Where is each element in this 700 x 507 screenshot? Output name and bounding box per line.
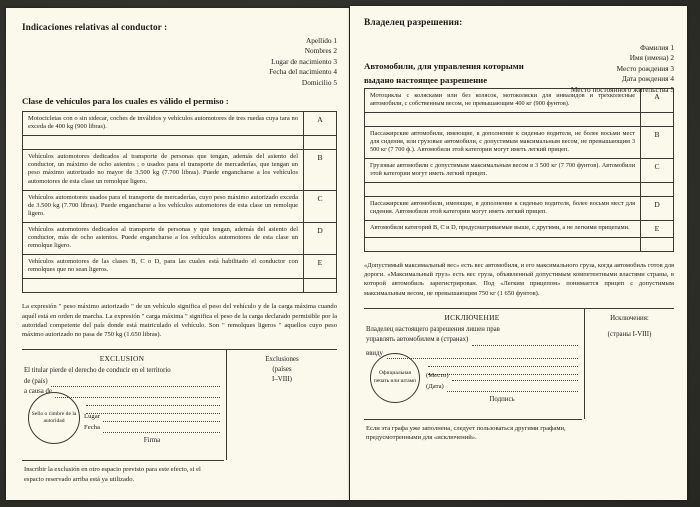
right-page-heading: Владелец разрешения: bbox=[364, 18, 463, 28]
field-domicilio: Domicilio 5 bbox=[301, 77, 337, 87]
class-e-text-ru: Автомобили категорий B, C и D, предусматриваемые выше, с другими, а не легкими прицепами. bbox=[365, 221, 641, 238]
right-page-header-block bbox=[364, 32, 674, 94]
field-imya: Имя (имена) 2 bbox=[629, 53, 674, 63]
exclusion-line1-es: El titular pierde el derecho de conducir en el territorio bbox=[24, 367, 171, 375]
field-fecha-nacimiento: Fecha del nacimiento 4 bbox=[269, 67, 337, 77]
field-lugar-nacimiento: Lugar de nacimiento 3 bbox=[271, 56, 337, 66]
left-page-note: La expresión " peso máximo autorizado " de un vehículo significa el peso del vehículo y de la carga máxima cuando aquél está en orden de marcha. La expresión " carga máxima " significa el peso de la carga declarado permisible por la autoridad competente del país donde está matriculado el vehículo. Son " remolques ligeros " aquellos cuyo peso máximo autorizado no pasa de 750 kg (1.650 libras). bbox=[22, 303, 337, 338]
field-nombres: Nombres 2 bbox=[304, 46, 337, 56]
field-familiya: Фамилия 1 bbox=[640, 43, 674, 52]
table-spacer-row bbox=[23, 136, 337, 150]
class-d-text-ru: Пассажирские автомобили, имеющие, в дополнение к сиденью водителя, более восьми мест для сидения. Автомобили этой категории могут иметь легкий прицеп. bbox=[365, 197, 641, 221]
exclusion-footer-es: Inscribir la exclusión en otro espacio previsto para este efecto, si el espacio reservado arriba está ya utilizado. bbox=[22, 460, 224, 484]
exclusion-blank-line-1[interactable] bbox=[86, 405, 220, 406]
place-row bbox=[84, 411, 220, 422]
exclusions-countries-column-ru bbox=[585, 309, 674, 419]
date-row-ru bbox=[426, 381, 578, 392]
exclusion-footer-ru: Если эта графа уже заполнена, следует пользоваться другими графами, предусмотренными для «исключений». bbox=[364, 419, 582, 443]
class-a-letter-ru: A bbox=[641, 89, 674, 113]
spacer-cell-letter bbox=[641, 113, 674, 127]
class-e-letter: E bbox=[304, 255, 337, 279]
exclusion-countries-label-ru: управлять автомобилем в (странах) bbox=[366, 336, 469, 344]
table-spacer-row bbox=[365, 113, 674, 127]
table-row bbox=[23, 112, 337, 136]
right-page-note: «Допустимый максимальный вес» есть вес автомобиля, и его максимального груза, когда автомобиль готов для дороги. «Максимальный груз» есть вес груза, объявленный допустимым компетентными властями страны, в которой автомобиль зарегистрирован. Под «Легким прицепом» понимается прицеп с допустимым максимальным весом, не превышающим 750 кг (1 650 фунтов). bbox=[364, 262, 674, 297]
exclusion-countries-input-ru[interactable] bbox=[472, 337, 578, 346]
class-c-letter-ru: C bbox=[641, 159, 674, 183]
place-row-ru bbox=[426, 370, 578, 381]
exclusion-cause-label: a causa de bbox=[24, 388, 52, 396]
left-page-field-list bbox=[22, 36, 337, 88]
exclusion-line1-ru: Владелец настоящего разрешения лишен прав bbox=[366, 325, 500, 333]
spacer-cell bbox=[365, 113, 641, 127]
vehicle-class-table-es bbox=[22, 111, 337, 293]
spacer-cell-letter bbox=[304, 279, 337, 293]
table-spacer-row bbox=[365, 238, 674, 252]
field-apellido: Apellido 1 bbox=[305, 36, 337, 45]
signature-area-ru bbox=[426, 370, 578, 405]
right-page bbox=[350, 6, 687, 500]
class-d-letter: D bbox=[304, 222, 337, 254]
exclusion-block-es bbox=[22, 349, 337, 484]
class-e-letter-ru: E bbox=[641, 221, 674, 238]
exclusion-cause-input[interactable] bbox=[55, 389, 220, 398]
exclusion-block-ru bbox=[364, 308, 674, 443]
class-c-text-ru: Грузовые автомобили с допустимым максимальным весом в 3 500 кг (7 700 фунтов). Автомобили этой категории могут иметь легкий прицеп. bbox=[365, 159, 641, 183]
authority-stamp-label: Sello o cimbre de la autoridad bbox=[31, 410, 77, 425]
left-page-heading: Indicaciones relativas al conductor : bbox=[22, 22, 168, 32]
date-label-ru: (Дата) bbox=[426, 382, 444, 390]
class-a-letter: A bbox=[304, 112, 337, 136]
spacer-cell bbox=[23, 279, 304, 293]
class-b-letter-ru: B bbox=[641, 127, 674, 159]
exclusions-col-line1-ru: Исключения: bbox=[610, 314, 649, 322]
date-label: Fecha bbox=[84, 424, 100, 432]
right-section-title: Автомобили, для управления которыми выдано настоящее разрешение bbox=[364, 61, 524, 85]
exclusion-country-label: de (país) bbox=[24, 377, 48, 385]
exclusion-form-ru bbox=[364, 309, 585, 419]
authority-stamp-placeholder bbox=[28, 392, 80, 444]
class-a-text: Motocicletas con o sin sidecar, coches de inválidos y vehículos automotores de tres ruedas cuya tara no exceda de 400 kg (900 libras). bbox=[23, 112, 304, 136]
spacer-cell bbox=[365, 238, 641, 252]
date-input-ru[interactable] bbox=[447, 383, 578, 392]
exclusion-title-ru: ИСКЛЮЧЕНИЕ bbox=[444, 312, 500, 322]
exclusion-country-input[interactable] bbox=[51, 378, 220, 387]
table-row bbox=[365, 159, 674, 183]
class-d-letter-ru: D bbox=[641, 197, 674, 221]
class-b-text-ru: Пассажирские автомобили, имеющие, в дополнение к сиденью водителя, не более восьми мест для сидения, или грузовые автомобили, с допустимым максимальным весом, не превышающим 3 500 кг (7 700 ф.). Автомобили этой категории могут иметь легкий прицеп. bbox=[365, 127, 641, 159]
table-row bbox=[365, 221, 674, 238]
field-data-rozhdeniya: Дата рождения 4 bbox=[621, 74, 674, 84]
signature-label: Firma bbox=[143, 437, 161, 445]
place-label-ru: (Место) bbox=[426, 371, 449, 379]
spacer-cell bbox=[23, 136, 304, 150]
table-spacer-row bbox=[365, 183, 674, 197]
exclusion-title-es: EXCLUSION bbox=[99, 354, 145, 364]
field-mesto-zhitelstva: Место постоянного жительства 5 bbox=[570, 84, 674, 94]
class-c-letter: C bbox=[304, 190, 337, 222]
class-c-text: Vehículos automotores usados para el transporte de mercaderías, cuyo peso máximo autorizado exceda de 3.500 kg (7.700 libras). Puede engancharse a los vehículos automotores de esta clase un remolque ligero. bbox=[23, 190, 304, 222]
place-input[interactable] bbox=[103, 413, 220, 422]
exclusion-reason-input-ru[interactable] bbox=[387, 350, 578, 359]
place-label: Lugar bbox=[84, 413, 100, 421]
table-row bbox=[23, 150, 337, 190]
spacer-cell-letter bbox=[641, 183, 674, 197]
signature-area-es bbox=[84, 411, 220, 446]
table-row bbox=[23, 255, 337, 279]
class-a-text-ru: Мотоциклы с колясками или без колясок, мотоколяски для инвалидов и трехколесные автомобили, с собственным весом, не превышающим 400 кг (900 фунтов). bbox=[365, 89, 641, 113]
class-b-text: Vehículos automotores dedicados al transporte de personas que tengan, además del asiento del conductor, un máximo de ocho asientos ; o usados para el transporte de mercaderías, que tengan un peso máximo autorizado no mayor de 3.500 kg (7.700 libras). Puede engancharse a los vehículos automotores de esta clase un remolque ligero. bbox=[23, 150, 304, 190]
exclusion-countries-row-ru bbox=[366, 335, 578, 346]
vehicle-class-table-ru bbox=[364, 88, 674, 252]
left-page bbox=[6, 8, 349, 500]
table-spacer-row bbox=[23, 279, 337, 293]
exclusion-reason-label-ru: ввиду bbox=[366, 349, 383, 357]
date-input[interactable] bbox=[103, 424, 220, 433]
table-row bbox=[23, 222, 337, 254]
exclusion-country-row bbox=[24, 377, 220, 388]
official-stamp-placeholder-ru bbox=[370, 353, 420, 403]
exclusions-col-line2: (países bbox=[272, 366, 292, 374]
left-section-title: Clase de vehículos para los cuales es válido el permiso : bbox=[22, 96, 229, 107]
exclusions-col-line1: Exclusiones bbox=[265, 356, 299, 364]
official-stamp-label-ru: Официальная печать или штамп bbox=[373, 370, 417, 384]
table-row bbox=[365, 197, 674, 221]
field-mesto-rozhdeniya: Место рождения 3 bbox=[616, 63, 674, 73]
date-row bbox=[84, 422, 220, 433]
signature-label-ru: Подпись bbox=[489, 395, 515, 403]
exclusions-col-line3: I–VIII) bbox=[272, 376, 292, 384]
class-b-letter: B bbox=[304, 150, 337, 190]
spacer-cell-letter bbox=[304, 136, 337, 150]
place-input-ru[interactable] bbox=[452, 372, 578, 381]
spacer-cell bbox=[365, 183, 641, 197]
exclusions-col-line2-ru: (страны I-VIII) bbox=[607, 330, 652, 338]
exclusions-countries-column-es bbox=[227, 350, 337, 460]
exclusion-blank-line-1-ru[interactable] bbox=[428, 366, 578, 367]
class-e-text: Vehículos automotores de las clases B, C o D, para las cuales está habilitado el conductor con remolques que no sean ligeros. bbox=[23, 255, 304, 279]
table-row bbox=[23, 190, 337, 222]
class-d-text: Vehículos automotores dedicados al transporte de personas y que tengan, además del asiento del conductor, más de ocho asientos. Puede engancharse a los vehículos automotores de esta clase un remolque ligero. bbox=[23, 222, 304, 254]
spacer-cell-letter bbox=[641, 238, 674, 252]
table-row bbox=[365, 127, 674, 159]
exclusion-form-es bbox=[22, 350, 227, 460]
